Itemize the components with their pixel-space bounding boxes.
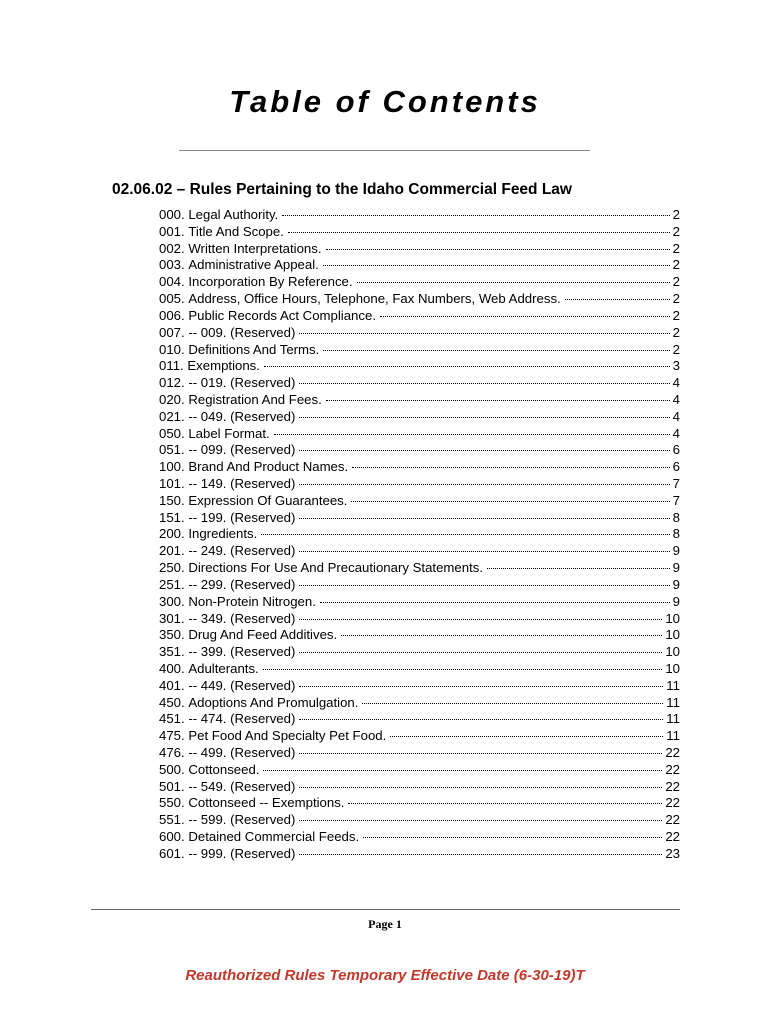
toc-entry-label: Legal Authority. (188, 207, 279, 222)
toc-entry-number: 251. -- 299. (159, 576, 227, 592)
toc-entry-label: (Reserved) (230, 610, 296, 626)
toc-entry-page: 10 (665, 644, 680, 660)
toc-entry-page: 4 (672, 425, 680, 441)
toc-entry-number: 501. -- 549. (159, 778, 227, 794)
toc-entry-label: (Reserved) (230, 745, 296, 760)
section-heading: 02.06.02 – Rules Pertaining to the Idaho Commercial Feed Law (112, 181, 572, 198)
toc-entry-leader-dots (323, 338, 669, 351)
toc-entry-leader-dots (487, 556, 670, 569)
toc-entry-number: 200. (159, 526, 185, 542)
toc-entry-page: 2 (672, 207, 680, 222)
toc-entry-number: 475. (159, 728, 185, 744)
toc-entry-label: Address, Office Hours, Telephone, Fax Numbers, Web Address. (188, 291, 561, 307)
toc-entry-label: (Reserved) (230, 845, 296, 861)
toc-entry-label: Label Format. (188, 425, 270, 441)
toc-entry-number: 101. -- 149. (159, 476, 227, 491)
toc-entry-number: 021. -- 049. (159, 408, 227, 424)
toc-entry-page: 2 (672, 257, 680, 273)
toc-entry-label: Directions For Use And Precautionary Statements. (188, 560, 483, 576)
toc-entry-label: (Reserved) (230, 576, 296, 592)
toc-entry-leader-dots (362, 691, 663, 704)
toc-entry-page: 22 (665, 812, 680, 828)
toc-entry-page: 22 (665, 745, 680, 760)
toc-entry-page: 7 (672, 492, 680, 508)
toc-entry-page: 9 (672, 560, 680, 576)
toc-entry-leader-dots (299, 371, 669, 384)
toc-entry-number: 004. (159, 274, 185, 290)
toc-entry-page: 2 (672, 324, 680, 340)
toc-entry-number: 600. (159, 829, 185, 845)
toc-entry-label: (Reserved) (230, 324, 296, 340)
toc-entry-leader-dots (282, 203, 669, 216)
toc-entry-label: Incorporation By Reference. (188, 274, 353, 290)
toc-entry-label: Adoptions And Promulgation. (188, 694, 359, 710)
toc-entry-number: 550. (159, 795, 185, 811)
toc-entry-leader-dots (326, 388, 670, 401)
toc-entry-page: 9 (672, 576, 680, 592)
toc-entry-page: 4 (672, 391, 680, 407)
toc-entry-leader-dots (380, 304, 670, 317)
toc-entry-page: 23 (665, 845, 680, 861)
toc-entry-leader-dots (261, 522, 669, 535)
toc-entry-label: Title And Scope. (188, 223, 284, 239)
toc-entry-page: 2 (672, 291, 680, 307)
toc-entry-number: 000. (159, 207, 185, 222)
toc-entry-label: Drug And Feed Additives. (188, 627, 338, 643)
toc-entry-number: 006. (159, 307, 185, 323)
toc-entry-page: 22 (665, 761, 680, 777)
toc-entry-number: 401. -- 449. (159, 677, 227, 693)
toc-entry-leader-dots (357, 270, 670, 283)
toc-entry-leader-dots (351, 489, 669, 502)
toc-entry-label: Cottonseed. (188, 761, 260, 777)
toc-entry-leader-dots (299, 707, 663, 720)
toc-entry-number: 551. -- 599. (159, 812, 227, 828)
toc-entry-page: 2 (672, 307, 680, 323)
toc-entry-number: 151. -- 199. (159, 509, 227, 525)
title-divider (179, 150, 590, 151)
toc-entry-page: 7 (672, 476, 680, 491)
toc-entry-leader-dots (341, 623, 662, 636)
toc-entry-label: Brand And Product Names. (188, 459, 349, 475)
toc-entry-label: (Reserved) (230, 778, 296, 794)
toc-entry-leader-dots (299, 472, 669, 485)
toc-entry-number: 450. (159, 694, 185, 710)
toc-entry-number: 201. -- 249. (159, 543, 227, 559)
toc-entry-number: 150. (159, 492, 185, 508)
toc-entry-label: Cottonseed -- Exemptions. (188, 795, 345, 811)
toc-entry-page: 11 (666, 677, 680, 693)
toc-entry-page: 10 (665, 610, 680, 626)
toc-entry-page: 11 (666, 694, 680, 710)
toc-entry-number: 020. (159, 391, 185, 407)
toc-entry-label: Exemptions. (187, 358, 260, 374)
toc-entry-label: (Reserved) (230, 408, 296, 424)
toc-entry-page: 4 (672, 375, 680, 391)
toc-entry-label: Adulterants. (188, 660, 259, 676)
toc-entry-number: 001. (159, 223, 185, 239)
toc-entry-number: 100. (159, 459, 185, 475)
toc-entry-leader-dots (274, 422, 670, 435)
toc-entry-label: (Reserved) (230, 543, 296, 559)
toc-entry-number: 002. (159, 240, 185, 256)
toc-entry-page: 22 (665, 778, 680, 794)
toc-entry-leader-dots (299, 573, 669, 586)
footer-effective-date-note: Reauthorized Rules Temporary Effective Date (6-30-19)T (185, 967, 585, 984)
toc-entry-label: (Reserved) (230, 476, 296, 491)
toc-entry-label: Definitions And Terms. (188, 341, 320, 357)
toc-entry-label: Written Interpretations. (188, 240, 322, 256)
toc-entry-label: Expression Of Guarantees. (188, 492, 348, 508)
toc-entry-label: (Reserved) (230, 442, 296, 458)
toc-entry-number: 005. (159, 291, 185, 307)
toc-entry-page: 4 (672, 408, 680, 424)
toc-entry-leader-dots (299, 674, 663, 687)
toc-entry-number: 007. -- 009. (159, 324, 227, 340)
toc-entry-number: 476. -- 499. (159, 745, 227, 760)
toc-entry-leader-dots (320, 590, 670, 603)
toc-entry-page: 8 (672, 509, 680, 525)
toc-entry-number: 050. (159, 425, 185, 441)
toc-entry-leader-dots (299, 438, 669, 451)
toc-entry-number: 451. -- 474. (159, 711, 227, 727)
toc-entry-number: 011. (159, 358, 184, 374)
toc-entry-number: 051. -- 099. (159, 442, 227, 458)
toc-entry-page: 2 (672, 274, 680, 290)
toc-entry-leader-dots (263, 758, 662, 771)
toc-entry-label: Ingredients. (188, 526, 258, 542)
toc-entry-label: Detained Commercial Feeds. (188, 829, 360, 845)
toc-entry-label: Non-Protein Nitrogen. (188, 593, 316, 609)
toc-entry-number: 010. (159, 341, 185, 357)
toc-entry-leader-dots (565, 287, 670, 300)
toc-entry-label: (Reserved) (230, 644, 296, 660)
toc-entry-leader-dots (299, 741, 662, 754)
toc-entry-page: 22 (665, 829, 680, 845)
toc-entry-leader-dots (299, 506, 669, 519)
toc-entry-page: 10 (665, 627, 680, 643)
toc-entry-page: 22 (665, 795, 680, 811)
toc-entry-leader-dots (363, 825, 662, 838)
toc-list (159, 206, 680, 862)
toc-entry-leader-dots (299, 607, 662, 620)
toc-entry-page: 2 (672, 341, 680, 357)
toc-entry-leader-dots (299, 842, 662, 855)
toc-entry-leader-dots (263, 657, 663, 670)
toc-entry-number: 601. -- 999. (159, 845, 227, 861)
toc-entry-page: 9 (672, 543, 680, 559)
toc-entry-label: Pet Food And Specialty Pet Food. (188, 728, 387, 744)
toc-entry-number: 301. -- 349. (159, 610, 227, 626)
toc-entry-label: (Reserved) (230, 677, 296, 693)
toc-entry-leader-dots (299, 808, 662, 821)
toc-entry-leader-dots (326, 237, 670, 250)
toc-entry-leader-dots (299, 321, 669, 334)
toc-entry-leader-dots (264, 354, 670, 367)
toc-entry-number: 012. -- 019. (159, 375, 227, 391)
toc-entry-leader-dots (299, 640, 662, 653)
toc-entry-page: 2 (672, 240, 680, 256)
toc-entry-leader-dots (348, 791, 662, 804)
toc-entry-number: 400. (159, 660, 185, 676)
toc-entry-number: 351. -- 399. (159, 644, 227, 660)
toc-entry-page: 2 (672, 223, 680, 239)
toc-entry-page: 11 (666, 711, 680, 727)
toc-entry-leader-dots (390, 724, 663, 737)
toc-entry-leader-dots (323, 253, 670, 266)
toc-entry-label: Administrative Appeal. (188, 257, 319, 273)
toc-entry-label: (Reserved) (230, 711, 296, 727)
toc-entry-label: (Reserved) (230, 812, 296, 828)
toc-entry-page: 6 (672, 442, 680, 458)
toc-entry-page: 10 (665, 660, 680, 676)
footer-divider (91, 909, 680, 910)
toc-entry-leader-dots (299, 775, 662, 788)
toc-entry-label: (Reserved) (230, 509, 296, 525)
toc-entry-page: 8 (672, 526, 680, 542)
toc-entry-label: Public Records Act Compliance. (188, 307, 376, 323)
toc-entry-leader-dots (288, 220, 670, 233)
toc-entry-page: 9 (672, 593, 680, 609)
toc-entry[interactable] (159, 845, 680, 862)
page-number: Page 1 (368, 917, 402, 931)
document-title: Table of Contents (229, 84, 541, 119)
toc-entry-page: 3 (672, 358, 680, 374)
toc-entry-leader-dots (352, 455, 670, 468)
toc-entry-number: 250. (159, 560, 185, 576)
toc-entry-number: 003. (159, 257, 185, 273)
toc-entry-number: 300. (159, 593, 185, 609)
toc-entry-number: 500. (159, 761, 185, 777)
toc-entry-label: Registration And Fees. (188, 391, 322, 407)
toc-entry-label: (Reserved) (230, 375, 296, 391)
toc-entry-number: 350. (159, 627, 185, 643)
toc-entry-leader-dots (299, 405, 669, 418)
toc-entry-leader-dots (299, 539, 669, 552)
toc-entry-page: 6 (672, 459, 680, 475)
toc-entry-page: 11 (666, 728, 680, 744)
